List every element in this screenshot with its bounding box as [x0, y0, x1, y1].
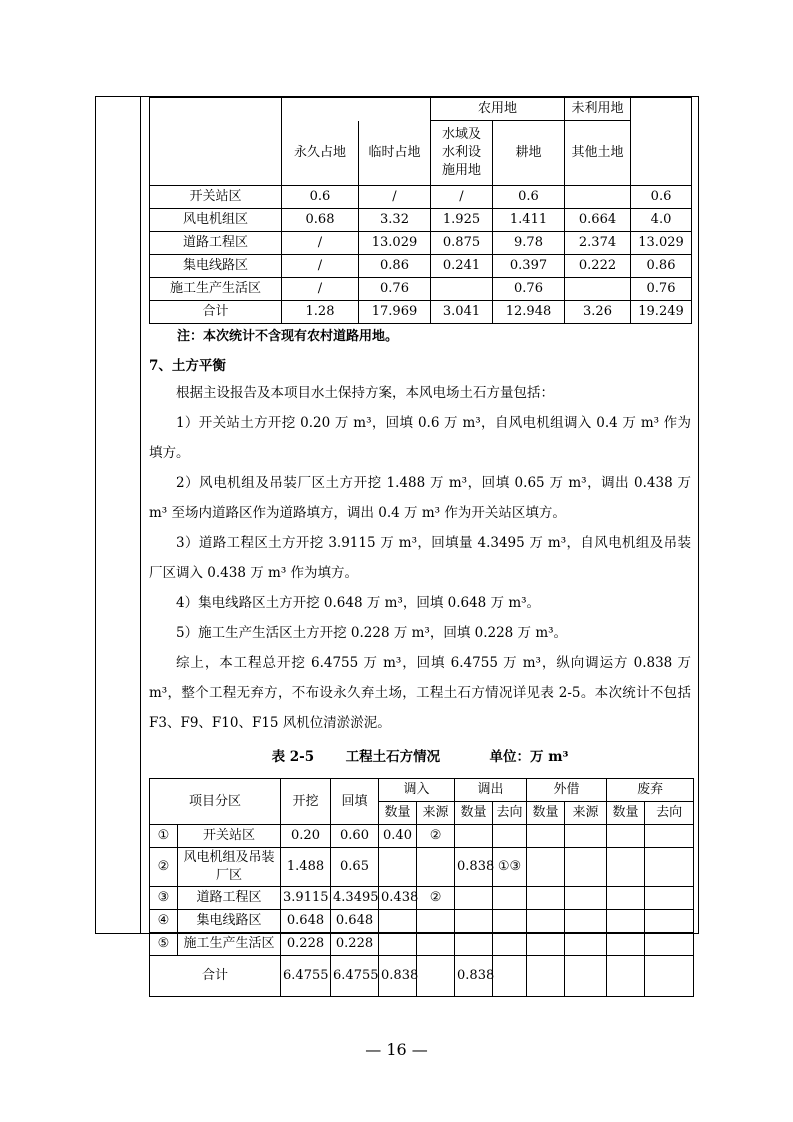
table-cell [645, 910, 694, 933]
table-cell: / [431, 186, 493, 209]
col-header-text: 水域及 水利设 施用地 [441, 127, 481, 178]
table-cell: 0.241 [431, 255, 493, 278]
col-header: 耕地 [493, 121, 565, 186]
table-cell [527, 910, 565, 933]
table-cell: 0.6 [282, 186, 359, 209]
table-row [150, 278, 692, 301]
table-cell: 0.76 [359, 278, 431, 301]
header-excavate: 开挖 [281, 779, 331, 825]
table-cell [565, 278, 631, 301]
row-label: 施工生产生活区 [178, 933, 281, 956]
table-cell: / [282, 232, 359, 255]
table-cell: 0.40 [379, 825, 417, 848]
row-label: 施工生产生活区 [150, 278, 282, 301]
table-cell [431, 278, 493, 301]
table-cell: 0.65 [331, 848, 379, 887]
row-label: 集电线路区 [178, 910, 281, 933]
table-cell [565, 825, 607, 848]
caption-number: 表 2-5 [271, 749, 315, 765]
table-cell [565, 933, 607, 956]
blank-total-header [631, 98, 692, 186]
table-cell: 0.86 [631, 255, 692, 278]
table-cell [493, 956, 527, 997]
table-cell [565, 956, 607, 997]
table-cell [607, 956, 645, 997]
table-cell: 0.6 [493, 186, 565, 209]
table-row [150, 848, 694, 887]
table-cell: / [359, 186, 431, 209]
table-cell: 3.26 [565, 301, 631, 324]
table-row [150, 209, 692, 232]
table-row [150, 825, 694, 848]
table-cell [379, 910, 417, 933]
table-cell: 0.648 [281, 910, 331, 933]
row-label: 开关站区 [178, 825, 281, 848]
table-cell [493, 910, 527, 933]
table-cell: 2.374 [565, 232, 631, 255]
table-caption [149, 742, 691, 772]
table-cell: 0.664 [565, 209, 631, 232]
table-cell: 1.488 [281, 848, 331, 887]
paragraph: 3）道路工程区土方开挖 3.9115 万 m³，回填量 4.3495 万 m³，自风电机组及吊装厂区调入 0.438 万 m³ 作为填方。 [149, 535, 691, 581]
section-title: 7、土方平衡 [149, 358, 226, 374]
col-header: 临时占地 [359, 121, 431, 186]
row-index: ① [150, 825, 178, 848]
table-cell: 3.041 [431, 301, 493, 324]
header-transfer-out: 调出 [455, 779, 527, 802]
table-cell: 0.20 [281, 825, 331, 848]
table-cell: 0.86 [359, 255, 431, 278]
table-cell: 3.32 [359, 209, 431, 232]
blank-header [282, 98, 431, 121]
table-cell: 0.838 [379, 956, 417, 997]
col-header: 永久占地 [282, 121, 359, 186]
header-borrow: 外借 [527, 779, 607, 802]
table-cell: 0.60 [331, 825, 379, 848]
table-row [150, 933, 694, 956]
row-index: ② [150, 848, 178, 887]
paragraph: 综上，本工程总开挖 6.4755 万 m³，回填 6.4755 万 m³，纵向调运方 0.838 万 m³，整个工程无弃方，不布设永久弃土场，工程土石方情况详见表 2-5。本次统计不包括 F3、F9、F10、F15 风机位清淤淤泥。 [149, 655, 691, 731]
header-project: 项目分区 [150, 779, 281, 825]
table-cell [455, 887, 493, 910]
table-cell: 12.948 [493, 301, 565, 324]
table-cell: 0.397 [493, 255, 565, 278]
table-cell [527, 933, 565, 956]
table-cell: 6.4755 [331, 956, 379, 997]
table-cell: 0.875 [431, 232, 493, 255]
table-cell: 0.838 [455, 848, 493, 887]
table-cell: 1.925 [431, 209, 493, 232]
table-cell: 4.0 [631, 209, 692, 232]
table-cell [645, 933, 694, 956]
sub-header-qty: 数量 [607, 802, 645, 825]
row-label: 风电机组及吊装厂区 [178, 848, 281, 887]
table-cell: 6.4755 [281, 956, 331, 997]
row-label: 风电机组区 [150, 209, 282, 232]
table-cell: 0.68 [282, 209, 359, 232]
group-header-unused: 未利用地 [565, 98, 631, 121]
row-index: ③ [150, 887, 178, 910]
table-cell: 0.438 [379, 887, 417, 910]
table-cell: 0.838 [455, 956, 493, 997]
table-cell: 13.029 [631, 232, 692, 255]
caption-title: 工程土石方情况 [345, 749, 441, 765]
table-cell [493, 933, 527, 956]
row-label: 合计 [150, 301, 282, 324]
row-index: ⑤ [150, 933, 178, 956]
sub-header-qty: 数量 [455, 802, 493, 825]
frame-divider [140, 96, 141, 934]
table-cell [607, 848, 645, 887]
caption-unit: 单位：万 m³ [489, 749, 569, 765]
land-use-table [149, 97, 692, 324]
table-cell [565, 910, 607, 933]
table-cell [527, 848, 565, 887]
table-cell: 0.76 [631, 278, 692, 301]
table-cell [417, 910, 455, 933]
table-cell: 3.9115 [281, 887, 331, 910]
table-row [150, 255, 692, 278]
group-header-farm: 农用地 [431, 98, 565, 121]
table-row [150, 887, 694, 910]
page-number: — 16 — [365, 1040, 428, 1059]
table-cell: 0.76 [493, 278, 565, 301]
table-row [150, 910, 694, 933]
table-cell [527, 825, 565, 848]
header-backfill: 回填 [331, 779, 379, 825]
table-cell [607, 910, 645, 933]
table-cell: 17.969 [359, 301, 431, 324]
table-cell: 4.3495 [331, 887, 379, 910]
sub-header-source: 来源 [565, 802, 607, 825]
table-cell: 0.228 [331, 933, 379, 956]
total-row [150, 956, 694, 997]
col-header [431, 121, 493, 186]
row-label: 开关站区 [150, 186, 282, 209]
table-cell: ② [417, 825, 455, 848]
table-cell [607, 887, 645, 910]
table-row [150, 232, 692, 255]
table-cell: ② [417, 887, 455, 910]
row-label: 集电线路区 [150, 255, 282, 278]
header-waste: 废弃 [607, 779, 694, 802]
paragraph: 2）风电机组及吊装厂区土方开挖 1.488 万 m³，回填 0.65 万 m³，调出 0.438 万 m³ 至场内道路区作为道路填方，调出 0.4 万 m³ 作为开关站区填方。 [149, 475, 691, 521]
paragraph: 根据主设报告及本项目水土保持方案，本风电场土石方量包括： [176, 385, 554, 401]
sub-header-dest: 去向 [493, 802, 527, 825]
paragraph: 4）集电线路区土方开挖 0.648 万 m³，回填 0.648 万 m³。 [176, 595, 541, 611]
sub-header-qty: 数量 [527, 802, 565, 825]
table-cell: 0.6 [631, 186, 692, 209]
table-cell [455, 910, 493, 933]
sub-header-qty: 数量 [379, 802, 417, 825]
row-index: ④ [150, 910, 178, 933]
row-label: 道路工程区 [178, 887, 281, 910]
table-cell: 1.411 [493, 209, 565, 232]
table-cell [455, 825, 493, 848]
table-cell: ①③ [493, 848, 527, 887]
table-cell: 0.228 [281, 933, 331, 956]
table-cell [455, 933, 493, 956]
table-cell [417, 848, 455, 887]
table-cell [607, 825, 645, 848]
earthwork-table [149, 778, 694, 997]
table-cell: / [282, 278, 359, 301]
table-cell [379, 848, 417, 887]
paragraph: 5）施工生产生活区土方开挖 0.228 万 m³，回填 0.228 万 m³。 [176, 625, 568, 641]
corner-cell [150, 98, 282, 186]
table-cell: 0.222 [565, 255, 631, 278]
paragraph: 1）开关站土方开挖 0.20 万 m³，回填 0.6 万 m³，自风电机组调入 0.4 万 m³ 作为填方。 [149, 415, 691, 461]
col-header: 其他土地 [565, 121, 631, 186]
table-cell [493, 825, 527, 848]
table-cell: 1.28 [282, 301, 359, 324]
table-cell [417, 933, 455, 956]
table-cell [379, 933, 417, 956]
table-note: 注：本次统计不含现有农村道路用地。 [177, 329, 399, 344]
table-row [150, 186, 692, 209]
table-cell: 9.78 [493, 232, 565, 255]
sub-header-source: 来源 [417, 802, 455, 825]
table-cell [565, 887, 607, 910]
table-cell [417, 956, 455, 997]
header-transfer-in: 调入 [379, 779, 455, 802]
table-cell [493, 887, 527, 910]
table-row [150, 301, 692, 324]
page-content [149, 97, 691, 997]
table-cell: 0.648 [331, 910, 379, 933]
table-cell [645, 887, 694, 910]
total-label: 合计 [150, 956, 281, 997]
table-cell [645, 956, 694, 997]
table-cell [527, 887, 565, 910]
table-cell [607, 933, 645, 956]
table-cell [645, 825, 694, 848]
table-cell [527, 956, 565, 997]
table-cell: / [282, 255, 359, 278]
sub-header-dest: 去向 [645, 802, 694, 825]
table-cell: 13.029 [359, 232, 431, 255]
row-label: 道路工程区 [150, 232, 282, 255]
table-cell: 19.249 [631, 301, 692, 324]
table-cell [645, 848, 694, 887]
table-cell [565, 186, 631, 209]
table-cell [565, 848, 607, 887]
